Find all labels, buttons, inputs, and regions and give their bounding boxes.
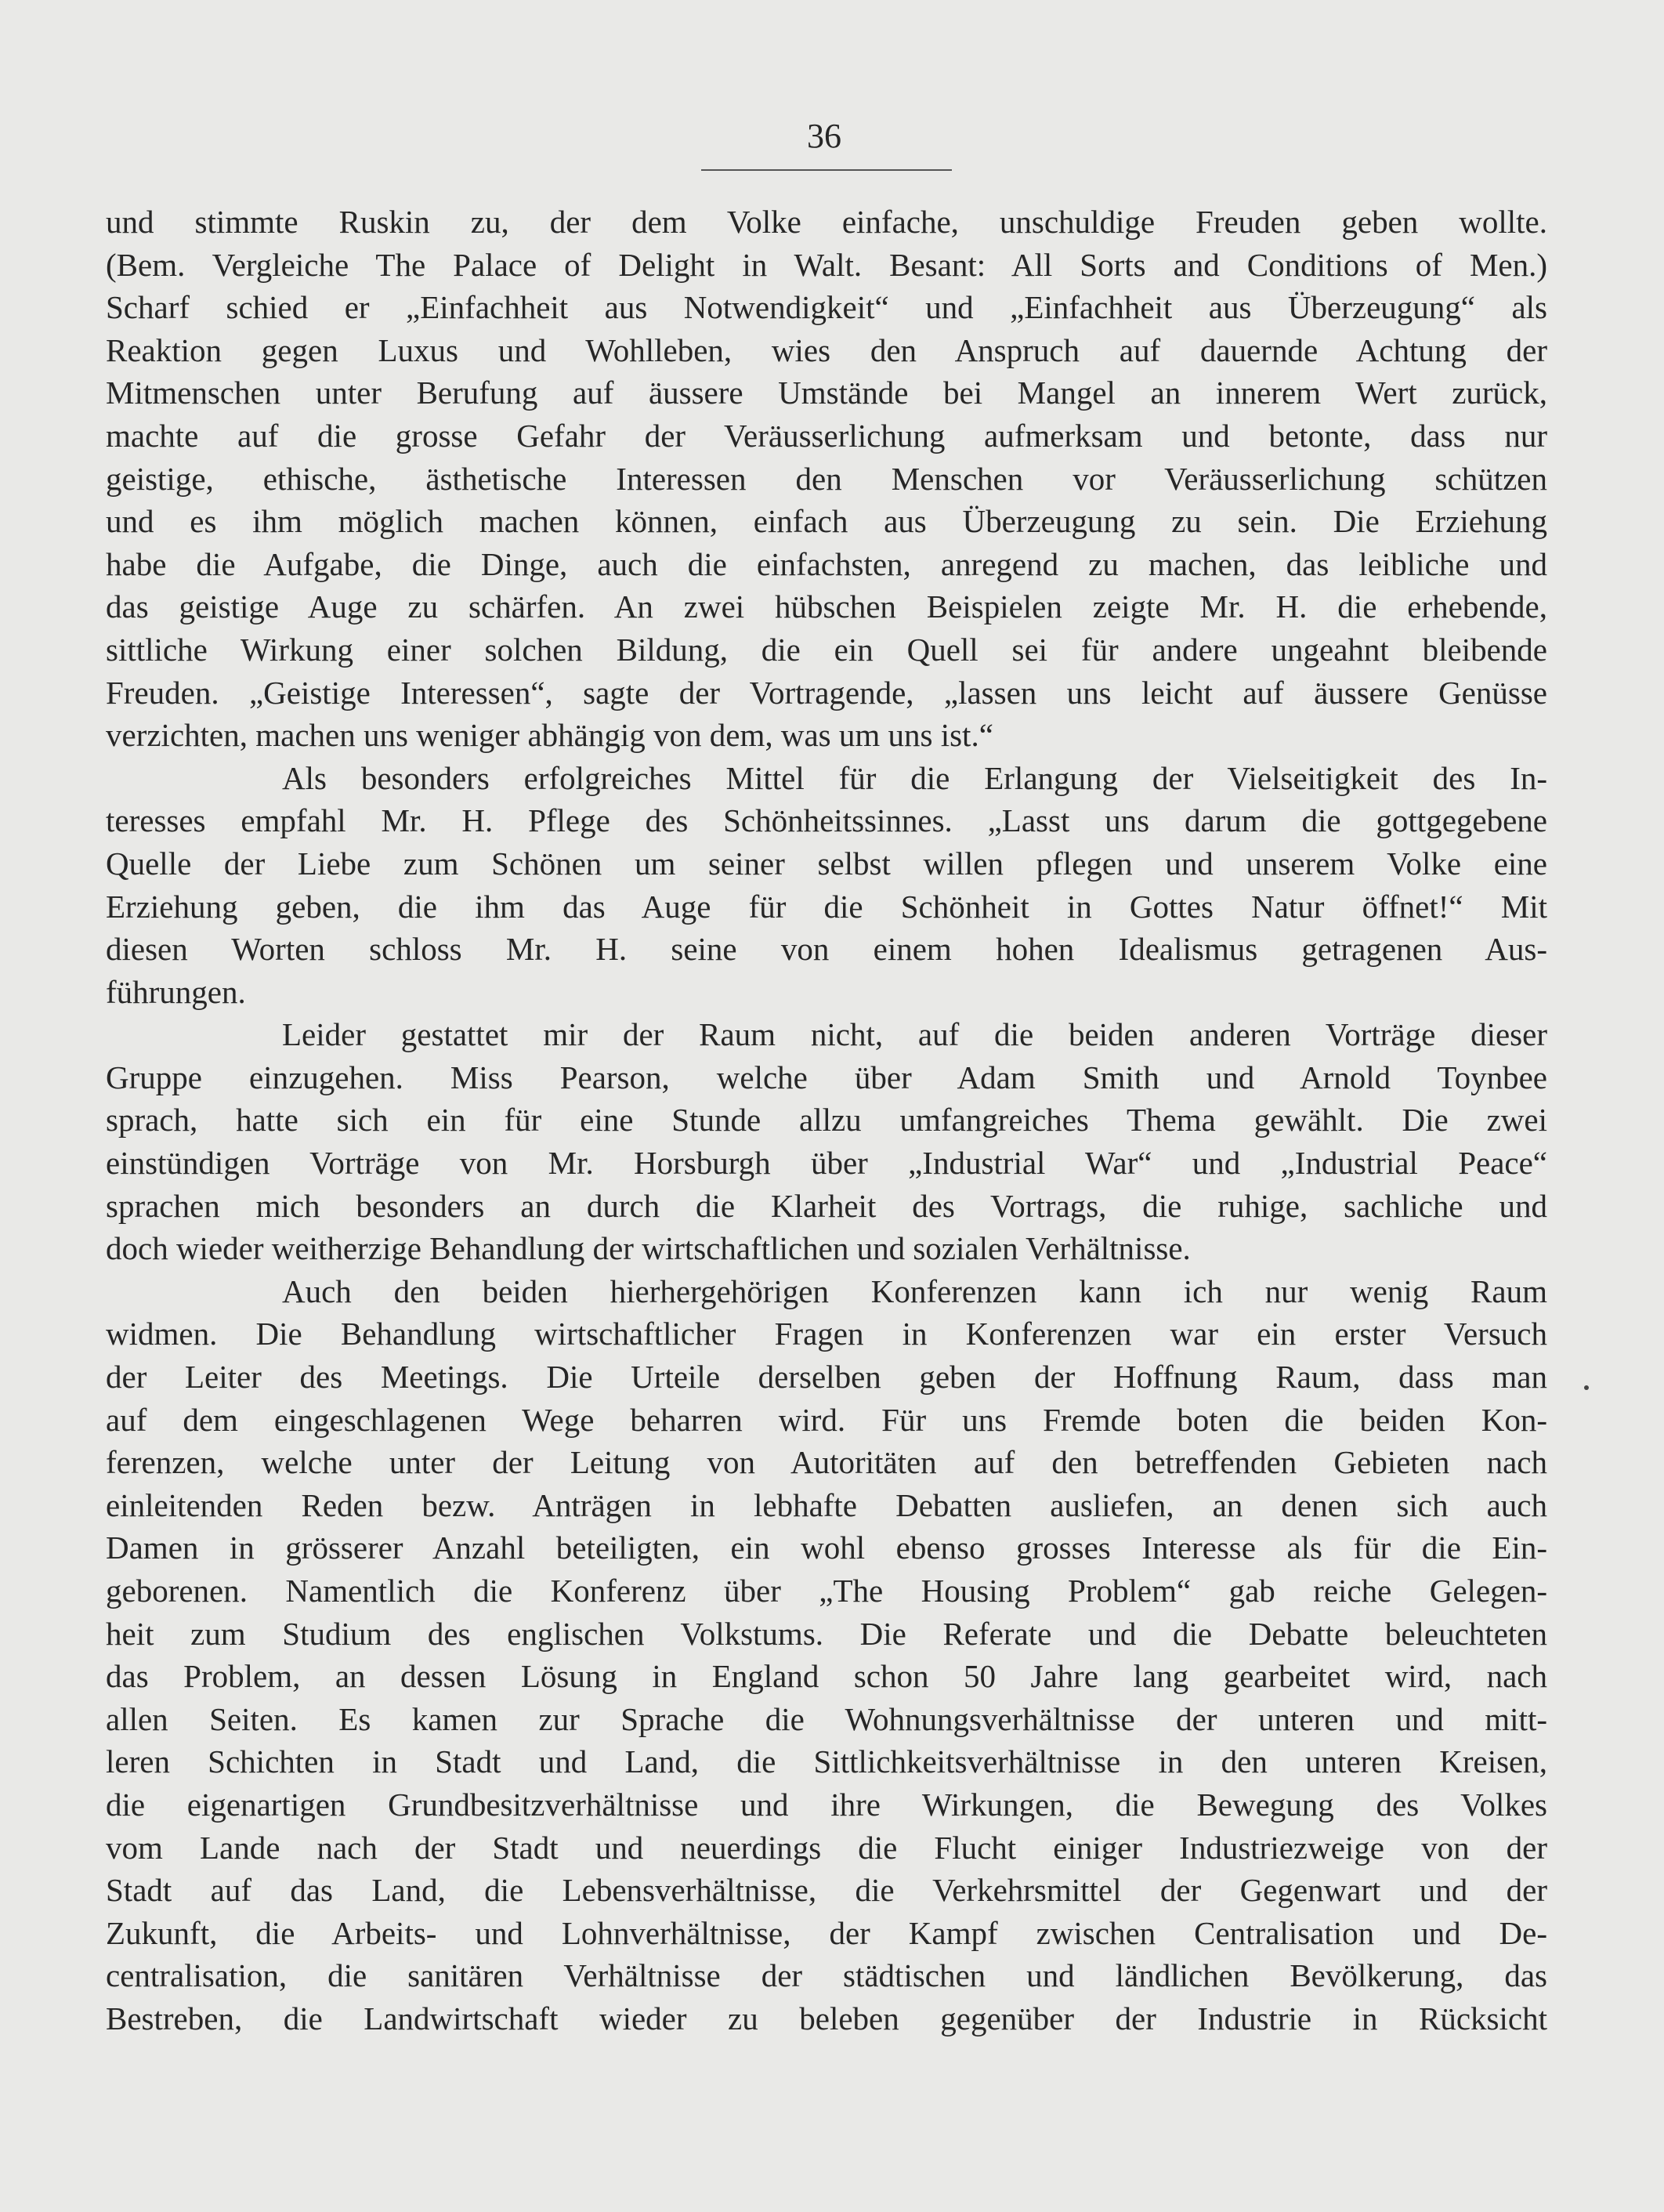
text-line: und es ihm möglich machen können, einfach aus Überzeugung zu sein. Die Erziehung	[106, 503, 1547, 540]
text-line: Als besonders erfolgreiches Mittel für die Erlangung der Vielseitigkeit des In-	[282, 759, 1547, 796]
text-line: sittliche Wirkung einer solchen Bildung, die ein Quell sei für andere ungeahnt bleibende	[106, 631, 1547, 668]
text-line: machte auf die grosse Gefahr der Veräusserlichung aufmerksam und betonte, dass nur	[106, 417, 1547, 454]
text-line: habe die Aufgabe, die Dinge, auch die einfachsten, anregend zu machen, das leibliche und	[106, 545, 1547, 582]
text-line: Quelle der Liebe zum Schönen um seiner selbst willen pflegen und unserem Volke eine	[106, 845, 1547, 882]
text-line: Leider gestattet mir der Raum nicht, auf die beiden anderen Vorträge dieser	[282, 1016, 1547, 1053]
text-line: centralisation, die sanitären Verhältnisse der städtischen und ländlichen Bevölkerung, das	[106, 1957, 1547, 1994]
text-line: geistige, ethische, ästhetische Interessen den Menschen vor Veräusserlichung schützen	[106, 460, 1547, 497]
text-line: das Problem, an dessen Lösung in England schon 50 Jahre lang gearbeitet wird, nach	[106, 1658, 1547, 1695]
text-line: leren Schichten in Stadt und Land, die Sittlichkeitsverhältnisse in den unteren Kreisen,	[106, 1743, 1547, 1780]
text-line: einstündigen Vorträge von Mr. Horsburgh über „Industrial War“ und „Industrial Peace“	[106, 1145, 1547, 1182]
text-line: der Leiter des Meetings. Die Urteile derselben geben der Hoffnung Raum, dass man	[106, 1359, 1547, 1396]
text-line: vom Lande nach der Stadt und neuerdings die Flucht einiger Industriezweige von der	[106, 1829, 1547, 1866]
text-line: einleitenden Reden bezw. Anträgen in lebhafte Debatten ausliefen, an denen sich auch	[106, 1486, 1547, 1523]
page-number-text: 36	[807, 117, 841, 155]
text-line: widmen. Die Behandlung wirtschaftlicher Fragen in Konferenzen war ein erster Versuch	[106, 1316, 1547, 1352]
text-line: Reaktion gegen Luxus und Wohlleben, wies den Anspruch auf dauernde Achtung der	[106, 331, 1547, 368]
page-number	[0, 116, 1664, 156]
text-line: Bestreben, die Landwirtschaft wieder zu beleben gegenüber der Industrie in Rücksicht	[106, 2000, 1547, 2036]
text-line: sprach, hatte sich ein für eine Stunde allzu umfangreiches Thema gewählt. Die zwei	[106, 1102, 1547, 1139]
text-line: Gruppe einzugehen. Miss Pearson, welche über Adam Smith und Arnold Toynbee	[106, 1059, 1547, 1095]
text-line: ferenzen, welche unter der Leitung von Autoritäten auf den betreffenden Gebieten nach	[106, 1444, 1547, 1481]
text-line: Erziehung geben, die ihm das Auge für die Schönheit in Gottes Natur öffnet!“ Mit	[106, 888, 1547, 925]
text-line: das geistige Auge zu schärfen. An zwei hübschen Beispielen zeigte Mr. H. die erhebende,	[106, 588, 1547, 625]
text-line: auf dem eingeschlagenen Wege beharren wird. Für uns Fremde boten die beiden Kon-	[106, 1401, 1547, 1438]
text-line: allen Seiten. Es kamen zur Sprache die Wohnungsverhältnisse der unteren und mitt-	[106, 1700, 1547, 1737]
text-line: heit zum Studium des englischen Volkstums. Die Referate und die Debatte beleuchteten	[106, 1615, 1547, 1652]
text-line: teresses empfahl Mr. H. Pflege des Schönheitssinnes. „Lasst uns darum die gottgegebene	[106, 802, 1547, 839]
page-number-rule	[701, 169, 952, 171]
text-line: Mitmenschen unter Berufung auf äussere Umstände bei Mangel an innerem Wert zurück,	[106, 375, 1547, 411]
text-line: Scharf schied er „Einfachheit aus Notwendigkeit“ und „Einfachheit aus Überzeugung“ als	[106, 289, 1547, 326]
text-line: (Bem. Vergleiche The Palace of Delight in Walt. Besant: All Sorts and Conditions of Men.)	[106, 246, 1547, 283]
text-line: diesen Worten schloss Mr. H. seine von einem hohen Idealismus getragenen Aus-	[106, 931, 1547, 968]
text-line: führungen.	[106, 973, 246, 1010]
text-line: und stimmte Ruskin zu, der dem Volke einfache, unschuldige Freuden geben wollte.	[106, 204, 1547, 240]
text-line: doch wieder weitherzige Behandlung der wirtschaftlichen und sozialen Verhältnisse.	[106, 1230, 1191, 1267]
text-line: Auch den beiden hierhergehörigen Konferenzen kann ich nur wenig Raum	[282, 1273, 1547, 1309]
text-line: sprachen mich besonders an durch die Klarheit des Vortrags, die ruhige, sachliche und	[106, 1187, 1547, 1224]
body-text	[106, 201, 1547, 2040]
text-line: Stadt auf das Land, die Lebensverhältnisse, die Verkehrsmittel der Gegenwart und der	[106, 1872, 1547, 1909]
text-line: die eigenartigen Grundbesitzverhältnisse und ihre Wirkungen, die Bewegung des Volkes	[106, 1786, 1547, 1823]
text-line: Zukunft, die Arbeits- und Lohnverhältnisse, der Kampf zwischen Centralisation und De-	[106, 1914, 1547, 1951]
margin-speck	[1584, 1385, 1589, 1390]
text-line: Freuden. „Geistige Interessen“, sagte der Vortragende, „lassen uns leicht auf äussere Genüsse	[106, 674, 1547, 711]
text-line: geborenen. Namentlich die Konferenz über „The Housing Problem“ gab reiche Gelegen-	[106, 1573, 1547, 1609]
text-line: Damen in grösserer Anzahl beteiligten, ein wohl ebenso grosses Interesse als für die Ein-	[106, 1530, 1547, 1566]
text-line: verzichten, machen uns weniger abhängig von dem, was um uns ist.“	[106, 717, 993, 754]
